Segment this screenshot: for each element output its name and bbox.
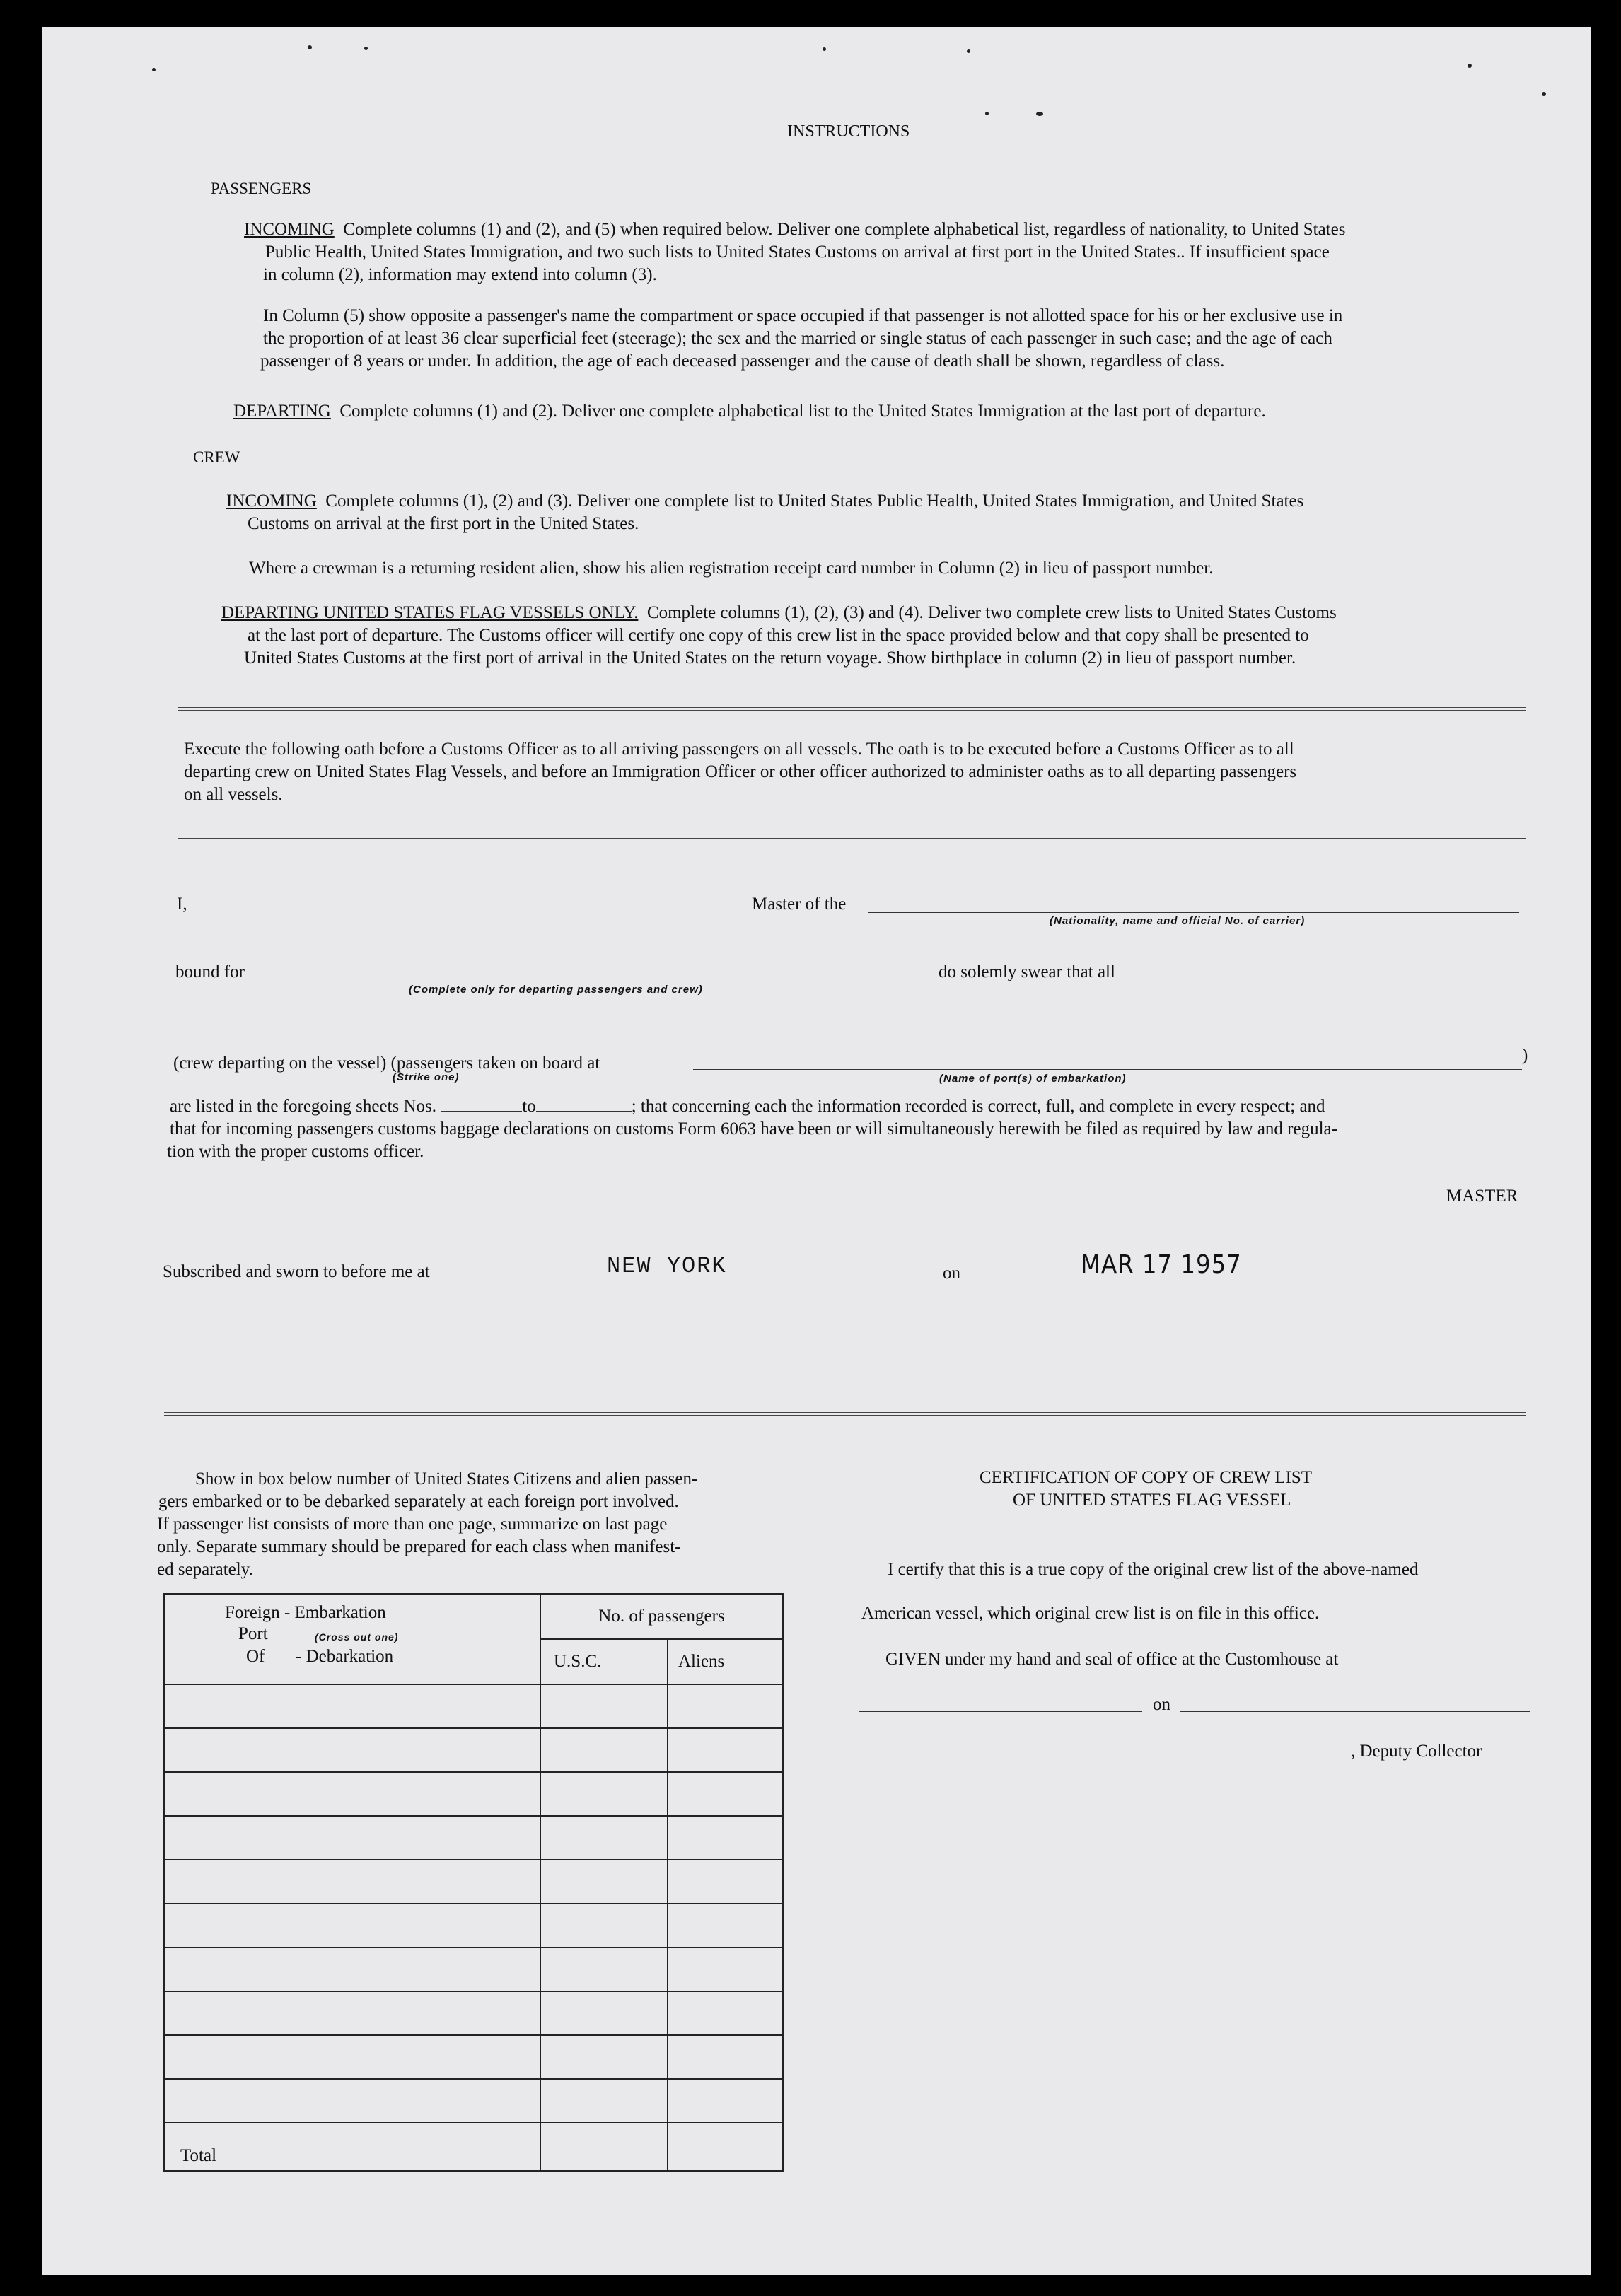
oath-instruction-line1: Execute the following oath before a Customs Officer as to all arriving passengers on all vessels. The oath is to be executed before a Customs Officer as to all [184,740,1294,759]
certification-title-line1: CERTIFICATION OF COPY OF CREW LIST [980,1468,1313,1487]
aliens-total-cell[interactable] [668,2123,783,2171]
summary-line5: ed separately. [157,1560,253,1579]
on-label: on [943,1264,960,1283]
table-row [164,1991,783,2035]
crew-departing-line2: at the last port of departure. The Customs officer will certify one copy of this crew list in the space provided below and that copy shall be presented to [248,626,1309,645]
scan-speck [967,49,970,53]
cross-out-caption: (Cross out one) [315,1631,399,1643]
passengers-departing-line [233,400,1266,423]
aliens-cell[interactable] [668,1904,783,1947]
listed-line3: tion with the proper customs officer. [167,1142,424,1161]
port-cell[interactable] [164,1816,540,1860]
deputy-collector-label: , Deputy Collector [1351,1742,1482,1761]
solemnly-swear-text: do solemly swear that all [939,962,1115,981]
aliens-cell[interactable] [668,2035,783,2079]
passengers-departing-label: DEPARTING [233,402,331,421]
listed-line2: that for incoming passengers customs baggage declarations on customs Form 6063 have been or will simultaneously herewith be filed as required by law and regula- [170,1119,1337,1138]
crew-incoming-line2: Customs on arrival at the first port in the United States. [248,514,639,533]
scan-speck [152,68,156,71]
oath-i: I, [177,894,187,914]
crew-incoming-text1: Complete columns (1), (2) and (3). Deliver one complete list to United States Public Health, United States Immigration, and United States [325,491,1304,511]
port-cell[interactable] [164,1728,540,1772]
crew-resident-alien-text: Where a crewman is a returning resident alien, show his alien registration receipt card number in Column (2) in lieu of passport number. [249,559,1214,578]
port-cell[interactable] [164,2079,540,2123]
crew-departing-label: DEPARTING UNITED STATES FLAG VESSELS ONLY. [221,603,639,622]
total-row [164,2123,783,2171]
usc-cell[interactable] [540,1991,668,2035]
subscribed-label: Subscribed and sworn to before me at [163,1262,430,1281]
section-divider [164,1412,1526,1416]
oath-instruction-line3: on all vessels. [184,785,283,804]
crew-departing-line1 [221,601,1337,624]
scan-speck [1468,64,1472,68]
crew-incoming-label: INCOMING [226,491,317,511]
port-label: Port [238,1624,268,1643]
sheet-to-field[interactable] [536,1095,632,1112]
section-divider [178,707,1526,711]
column5-line3: passenger of 8 years or under. In addition, the age of each deceased passenger and the cause of death shall be shown, regardless of class. [260,351,1225,371]
port-cell[interactable] [164,2035,540,2079]
column5-line1: In Column (5) show opposite a passenger's name the compartment or space occupied if that passenger is not allotted space for his or her exclusive use in [263,306,1343,325]
port-cell[interactable] [164,1684,540,1728]
table-row [164,2079,783,2123]
table-row [164,1904,783,1947]
master-of-the-label: Master of the [752,894,847,914]
scan-speck [985,112,989,115]
passengers-departing-text: Complete columns (1) and (2). Deliver one complete alphabetical list to the United States Immigration at the last port of departure. [339,402,1266,421]
embarkation-ports-field[interactable] [693,1069,1522,1070]
sworn-place-value: NEW YORK [607,1253,727,1279]
embarkation-option[interactable]: Embarkation [294,1603,386,1622]
crew-heading: CREW [193,448,240,466]
table-row [164,1728,783,1772]
usc-cell[interactable] [540,1860,668,1904]
listed-sheets-label: are listed in the foregoing sheets Nos. [170,1097,436,1116]
scan-speck [1542,92,1546,96]
usc-cell[interactable] [540,1728,668,1772]
sheet-from-field[interactable] [441,1095,522,1112]
total-label: Total [164,2123,540,2171]
usc-cell[interactable] [540,1816,668,1860]
ports-caption: (Name of port(s) of embarkation) [939,1073,1127,1085]
table-row [164,1816,783,1860]
passenger-summary-table [163,1593,784,2172]
debarkation-option[interactable]: - Debarkation [296,1647,394,1666]
aliens-cell[interactable] [668,1947,783,1991]
port-cell[interactable] [164,1860,540,1904]
of-label: Of [246,1647,265,1666]
scan-speck [308,45,312,49]
passengers-incoming-line2: Public Health, United States Immigration, and two such lists to United States Customs on arrival at first port in the United States.. If insufficient space [265,243,1330,262]
passengers-incoming-line1 [244,218,1345,241]
certification-title-line2: OF UNITED STATES FLAG VESSEL [1013,1491,1291,1510]
usc-cell[interactable] [540,1772,668,1816]
aliens-cell[interactable] [668,1860,783,1904]
table-row [164,1772,783,1816]
nationality-caption: (Nationality, name and official No. of carrier) [1050,915,1306,927]
passengers-incoming-label: INCOMING [244,220,335,239]
port-cell[interactable] [164,1904,540,1947]
usc-cell[interactable] [540,2079,668,2123]
scan-speck [823,47,826,51]
complete-only-caption: (Complete only for departing passengers and crew) [409,984,703,996]
summary-line3: If passenger list consists of more than one page, summarize on last page [157,1515,668,1534]
usc-header: U.S.C. [540,1639,668,1684]
usc-cell[interactable] [540,1904,668,1947]
aliens-cell[interactable] [668,2079,783,2123]
oath-instruction-line2: departing crew on United States Flag Vessels, and before an Immigration Officer or other officer authorized to administer oaths as to all departing passengers [184,762,1297,781]
no-passengers-header: No. of passengers [540,1594,783,1639]
crew-departing-text1: Complete columns (1), (2), (3) and (4). Deliver two complete crew lists to United States Customs [646,603,1337,622]
table-row [164,1860,783,1904]
table-row [164,1947,783,1991]
port-cell[interactable] [164,1947,540,1991]
carrier-field[interactable] [868,912,1519,913]
passengers-heading: PASSENGERS [211,180,312,197]
close-paren: ) [1522,1046,1528,1065]
certify-line1: I certify that this is a true copy of the original crew list of the above-named [888,1560,1419,1579]
certification-date-field[interactable] [1180,1711,1530,1712]
aliens-cell[interactable] [668,1728,783,1772]
foreign-label: Foreign - Embarkation [225,1603,386,1622]
scan-speck [1036,112,1043,116]
listed-line1 [170,1095,1325,1118]
listed-correct-text: ; that concerning each the information recorded is correct, full, and complete in every respect; and [631,1097,1325,1116]
table-row [164,2035,783,2079]
summary-line1: Show in box below number of United States Citizens and alien passen- [195,1469,698,1488]
table-row [164,1684,783,1728]
usc-cell[interactable] [540,1684,668,1728]
aliens-cell[interactable] [668,1991,783,2035]
master-label: MASTER [1446,1187,1518,1206]
crew-passengers-text: (crew departing on the vessel) (passengers taken on board at [173,1054,600,1073]
aliens-cell[interactable] [668,1772,783,1816]
port-cell[interactable] [164,1991,540,2035]
passengers-incoming-text1: Complete columns (1) and (2), and (5) when required below. Deliver one complete alphabetical list, regardless of nationality, to United States [343,220,1346,239]
section-divider [178,838,1526,841]
certification-on-label: on [1153,1695,1170,1714]
column5-line2: the proportion of at least 36 clear superficial feet (steerage); the sex and the married or single status of each passenger in such case; and the age of each [263,329,1332,348]
strike-one-caption: (Strike one) [393,1071,460,1083]
port-header-cell [164,1594,540,1684]
crew-incoming-line1 [226,489,1303,513]
bound-for-label: bound for [175,962,245,981]
aliens-cell[interactable] [668,1684,783,1728]
listed-to-label: to [522,1097,536,1116]
customhouse-field[interactable] [859,1711,1142,1712]
aliens-header: Aliens [668,1639,783,1684]
passengers-incoming-line3: in column (2), information may extend into column (3). [263,265,657,284]
usc-cell[interactable] [540,2035,668,2079]
certify-line2: American vessel, which original crew list is on file in this office. [861,1604,1320,1623]
port-cell[interactable] [164,1772,540,1816]
page-title: INSTRUCTIONS [787,122,910,141]
scan-speck [364,47,368,50]
given-under-hand-text: GIVEN under my hand and seal of office at the Customhouse at [885,1650,1339,1669]
crew-departing-line3: United States Customs at the first port of arrival in the United States on the return voyage. Show birthplace in column (2) in lieu of passport number. [244,648,1296,668]
aliens-cell[interactable] [668,1816,783,1860]
summary-line4: only. Separate summary should be prepared for each class when manifest- [157,1537,681,1556]
usc-cell[interactable] [540,1947,668,1991]
usc-total-cell[interactable] [540,2123,668,2171]
summary-line2: gers embarked or to be debarked separately at each foreign port involved. [158,1492,679,1511]
date-stamp: MAR 17 1957 [1081,1250,1242,1279]
